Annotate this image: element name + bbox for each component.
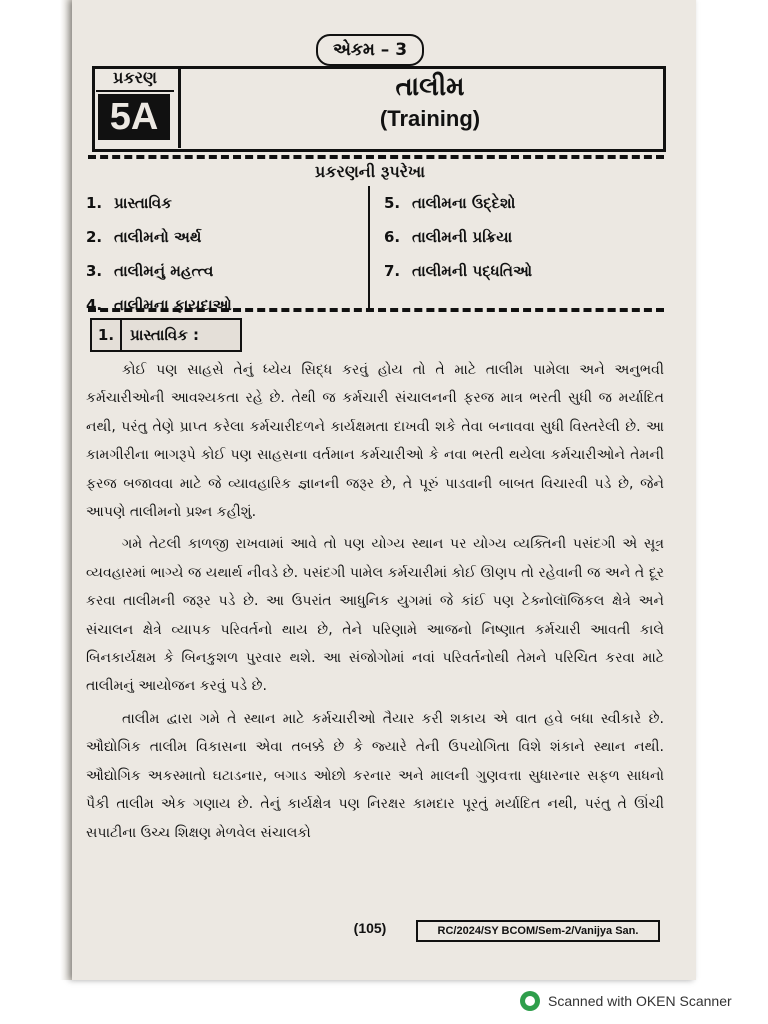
list-item	[86, 186, 368, 220]
unit-label: એકમ – 3	[316, 34, 424, 66]
item-number: 2.	[86, 228, 103, 246]
outline-list-left	[86, 186, 368, 322]
item-text: તાલીમની પ્રક્રિયા	[412, 228, 513, 246]
scanner-text: Scanned with OKEN Scanner	[548, 993, 732, 1009]
outline-divider	[368, 186, 370, 310]
paragraph: તાલીમ દ્વારા ગમે તે સ્થાન માટે કર્મચારીઓ તૈયાર કરી શકાય એ વાત હવે બધા સ્વીકારે છે. ઔદ્યોગિક તાલીમ વિકાસના એવા તબક્કે છે કે જ્યારે તેની ઉપયોગિતા વિશે શંકાને સ્થાન નથી. ઔદ્યોગિક અકસ્માતો ઘટાડનાર, બગાડ ઓછો કરનાર અને માલની ગુણવત્તા સુધારનાર સફળ સાધનો પૈકી તાલીમ એક ગણાય છે. તેનું કાર્યક્ષેત્ર પણ નિરક્ષર કામદાર પૂરતું મર્યાદિત નથી, પરંતુ તે ઊંચી સપાટીના ઉચ્ચ શિક્ષણ મેળવેલ સંચાલકો	[86, 710, 664, 841]
item-number: 4.	[86, 296, 103, 314]
scan-left-margin	[0, 0, 72, 980]
list-item	[384, 220, 654, 254]
item-number: 7.	[384, 262, 401, 280]
item-number: 6.	[384, 228, 401, 246]
section-heading	[90, 318, 242, 352]
book-code: RC/2024/SY BCOM/Sem-2/Vanijya San.	[416, 920, 660, 942]
paragraph: કોઈ પણ સાહસે તેનું ધ્યેય સિદ્ધ કરવું હોય તો તે માટે તાલીમ પામેલા અને અનુભવી કર્મચારીઓની આવશ્યકતા રહે છે. તેથી જ કર્મચારી સંચાલનની ફરજ માત્ર ભરતી સુધી જ મર્યાદિત નથી, પરંતુ તેણે પ્રાપ્ત કરેલા કર્મચારીદળને કાર્યક્ષમતા દાખવી શકે તેવા બનાવવા સુધી વિસ્તરેલી છે. આ કામગીરીના ભાગરૂપે કોઈ પણ સાહસના વર્તમાન કર્મચારીઓ કે નવા ભરતી થયેલા કર્મચારીઓને તેમની ફરજ બજાવવા માટે જે વ્યાવહારિક જ્ઞાનની જરૂર છે, તે પૂરું પાડવાની બાબત વિચારવી પડે છે, જેને આપણે તાલીમનો પ્રશ્ન કહીશું.	[86, 362, 664, 521]
item-number: 5.	[384, 194, 401, 212]
scanner-logo-icon	[520, 991, 540, 1011]
item-text: તાલીમના ફાયદાઓ	[114, 296, 232, 314]
paragraph: ગમે તેટલી કાળજી રાખવામાં આવે તો પણ યોગ્ય સ્થાન પર યોગ્ય વ્યક્તિની પસંદગી એ સૂત્ર વ્યવહારમાં ભાગ્યે જ યથાર્થ નીવડે છે. પસંદગી પામેલ કર્મચારીમાં કોઈ ઊણપ તો રહેવાની જ અને તે દૂર કરવા તાલીમની જરૂર પડે છે. આ ઉપરાંત આધુનિક યુગમાં જે કાંઈ પણ ટેક્નોલૉજિકલ ક્ષેત્રે અને સંચાલન ક્ષેત્રે વ્યાપક પરિવર્તનો થાય છે, તેને પરિણામે આજનો નિષ્ણાત કર્મચારી આવતી કાલે બિનકાર્યક્ષમ કે બિનકુશળ પુરવાર થશે. આ સંજોગોમાં નવાં પરિવર્તનોથી તેમને પરિચિત કરવા માટે તાલીમનું આયોજન કરવું પડે છે.	[86, 536, 664, 695]
list-item	[86, 254, 368, 288]
item-text: તાલીમના ઉદ્દેશો	[412, 194, 516, 212]
divider	[88, 155, 664, 159]
list-item	[86, 288, 368, 322]
divider	[88, 308, 664, 312]
list-item	[384, 254, 654, 288]
section-number: 1.	[92, 320, 122, 350]
chapter-title: તાલીમ	[395, 72, 465, 102]
page-number: (105)	[353, 920, 387, 936]
body-text	[86, 356, 664, 851]
item-text: તાલીમનું મહત્ત્વ	[114, 262, 214, 280]
chapter-title-english: (Training)	[379, 106, 481, 131]
outline-heading: પ્રકરણની રૂપરેખા	[314, 162, 426, 181]
item-text: તાલીમની પદ્ધતિઓ	[412, 262, 533, 280]
list-item	[384, 186, 654, 220]
section-label: પ્રાસ્તાવિક :	[130, 326, 200, 344]
item-text: તાલીમનો અર્થ	[114, 228, 202, 246]
item-number: 3.	[86, 262, 103, 280]
chapter-number: 5A	[98, 94, 170, 140]
outline-list-right	[384, 186, 654, 288]
item-number: 1.	[86, 194, 103, 212]
list-item	[86, 220, 368, 254]
scanner-watermark	[520, 990, 760, 1012]
chapter-label: પ્રકરણ	[96, 68, 174, 92]
item-text: પ્રાસ્તાવિક	[114, 194, 172, 212]
